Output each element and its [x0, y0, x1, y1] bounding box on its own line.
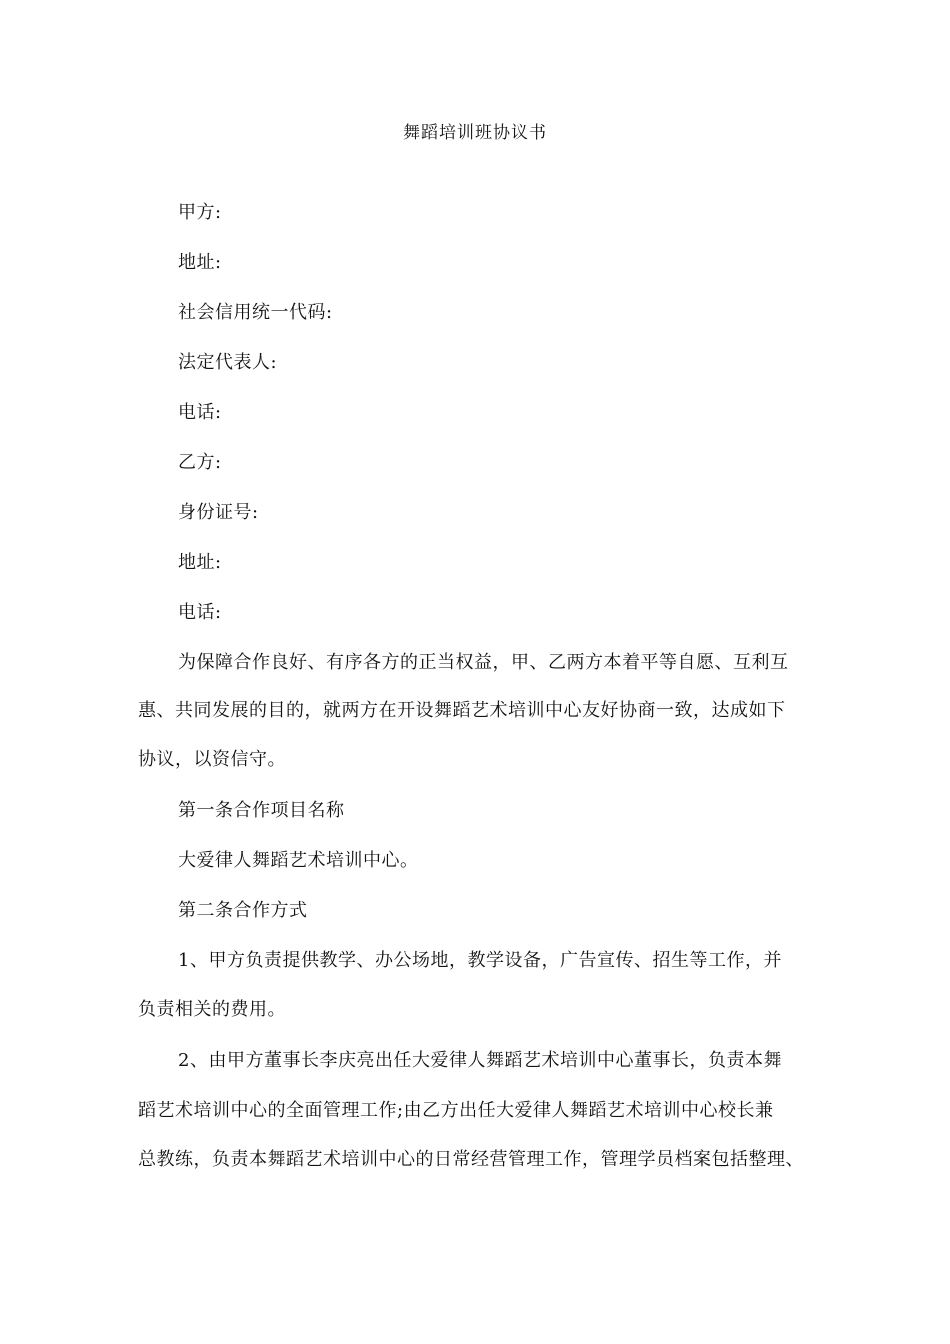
item2-line-1: 2、由甲方董事长李庆亮出任大爱律人舞蹈艺术培训中心董事长，负责本舞 — [178, 1050, 782, 1071]
field-address-b: 地址: — [178, 552, 222, 573]
field-legal-rep: 法定代表人: — [178, 352, 278, 373]
article1-heading: 第一条合作项目名称 — [178, 800, 345, 821]
document-title: 舞蹈培训班协议书 — [403, 123, 547, 143]
item2-line-3: 总教练，负责本舞蹈艺术培训中心的日常经营管理工作，管理学员档案包括整理、 — [138, 1149, 804, 1170]
field-party-b: 乙方: — [178, 452, 222, 473]
intro-line-3: 协议，以资信守。 — [138, 749, 286, 770]
item2-line-2: 蹈艺术培训中心的全面管理工作;由乙方出任大爱律人舞蹈艺术培训中心校长兼 — [138, 1100, 774, 1121]
field-phone-b: 电话: — [178, 602, 222, 623]
field-party-a: 甲方: — [178, 202, 222, 223]
field-credit-code: 社会信用统一代码: — [178, 302, 333, 323]
item1-line-1: 1、甲方负责提供教学、办公场地，教学设备，广告宣传、招生等工作，并 — [178, 950, 782, 971]
field-id-number: 身份证号: — [178, 502, 259, 523]
item1-line-2: 负责相关的费用。 — [138, 999, 286, 1020]
field-address-a: 地址: — [178, 252, 222, 273]
article1-text: 大爱律人舞蹈艺术培训中心。 — [178, 850, 419, 871]
field-phone-a: 电话: — [178, 402, 222, 423]
intro-line-2: 惠、共同发展的目的，就两方在开设舞蹈艺术培训中心友好协商一致，达成如下 — [138, 700, 786, 721]
intro-line-1: 为保障合作良好、有序各方的正当权益，甲、乙两方本着平等自愿、互利互 — [178, 652, 789, 673]
article2-heading: 第二条合作方式 — [178, 900, 308, 921]
